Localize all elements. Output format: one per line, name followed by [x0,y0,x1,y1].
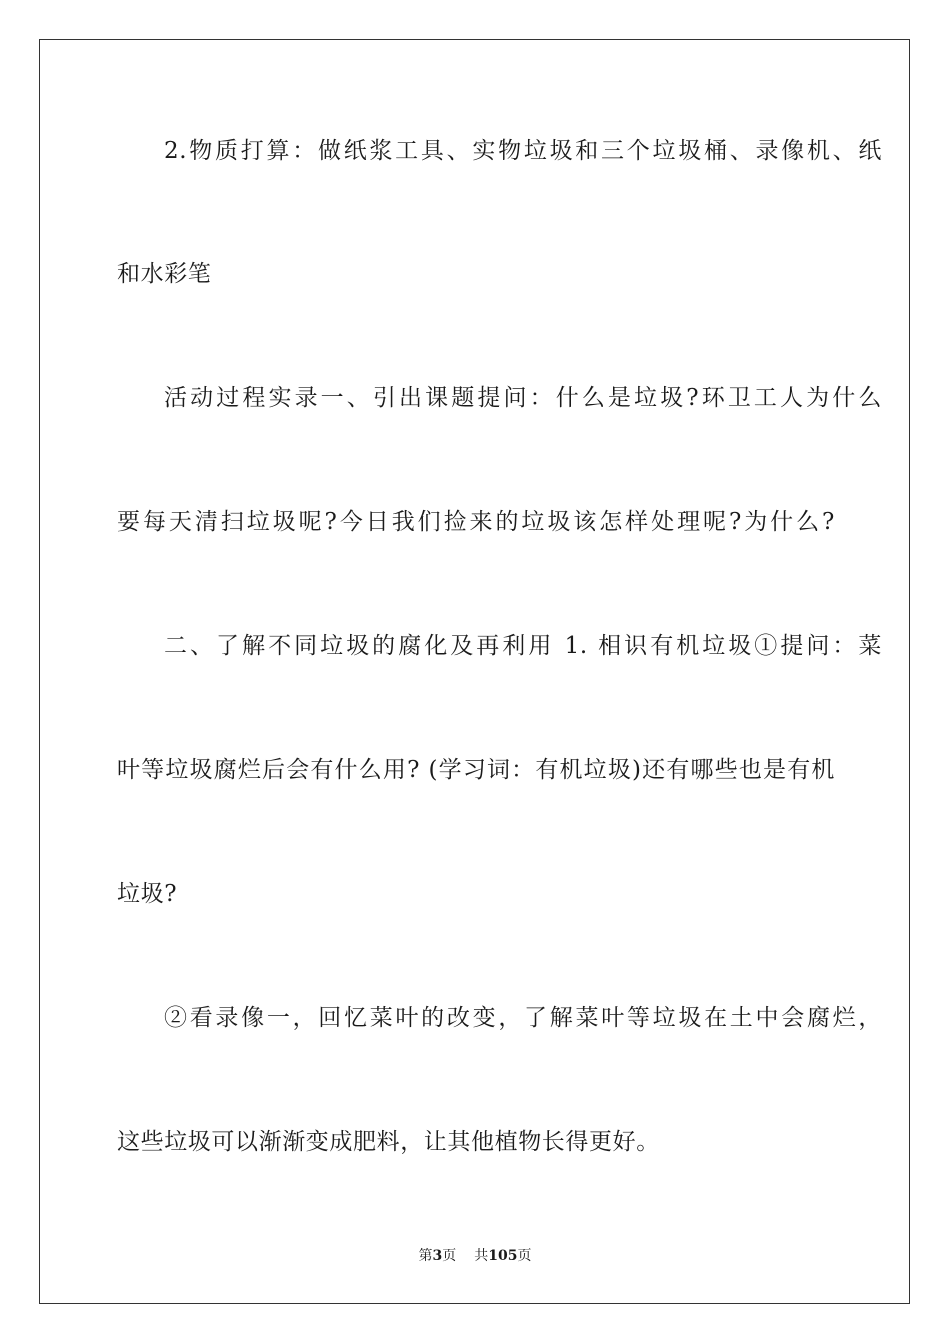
page-prefix: 第 [418,1248,433,1264]
page-border [39,39,910,1304]
total-prefix: 共 [474,1248,489,1264]
paragraph-line: 二、了解不同垃圾的腐化及再利用 1. 相识有机垃圾①提问：菜 [164,633,882,659]
paragraph-line: 叶等垃圾腐烂后会有什么用? (学习词：有机垃圾)还有哪些也是有机 [117,757,835,783]
paragraph-line: 这些垃圾可以渐渐变成肥料，让其他植物长得更好。 [117,1129,660,1155]
total-pages: 105 [488,1248,518,1264]
total-suffix: 页 [517,1248,532,1264]
paragraph-line: 活动过程实录一、引出课题提问：什么是垃圾?环卫工人为什么 [164,385,882,411]
paragraph-line: 要每天清扫垃圾呢?今日我们捡来的垃圾该怎样处理呢?为什么? [117,509,835,535]
page-footer [0,1247,950,1265]
paragraph-line: ②看录像一，回忆菜叶的改变，了解菜叶等垃圾在土中会腐烂， [164,1005,882,1031]
paragraph-line: 2.物质打算：做纸浆工具、实物垃圾和三个垃圾桶、录像机、纸 [164,138,882,164]
page-number: 3 [432,1248,443,1264]
paragraph-line: 垃圾? [117,881,178,907]
page-suffix: 页 [442,1248,457,1264]
paragraph-line: 和水彩笔 [117,261,212,287]
